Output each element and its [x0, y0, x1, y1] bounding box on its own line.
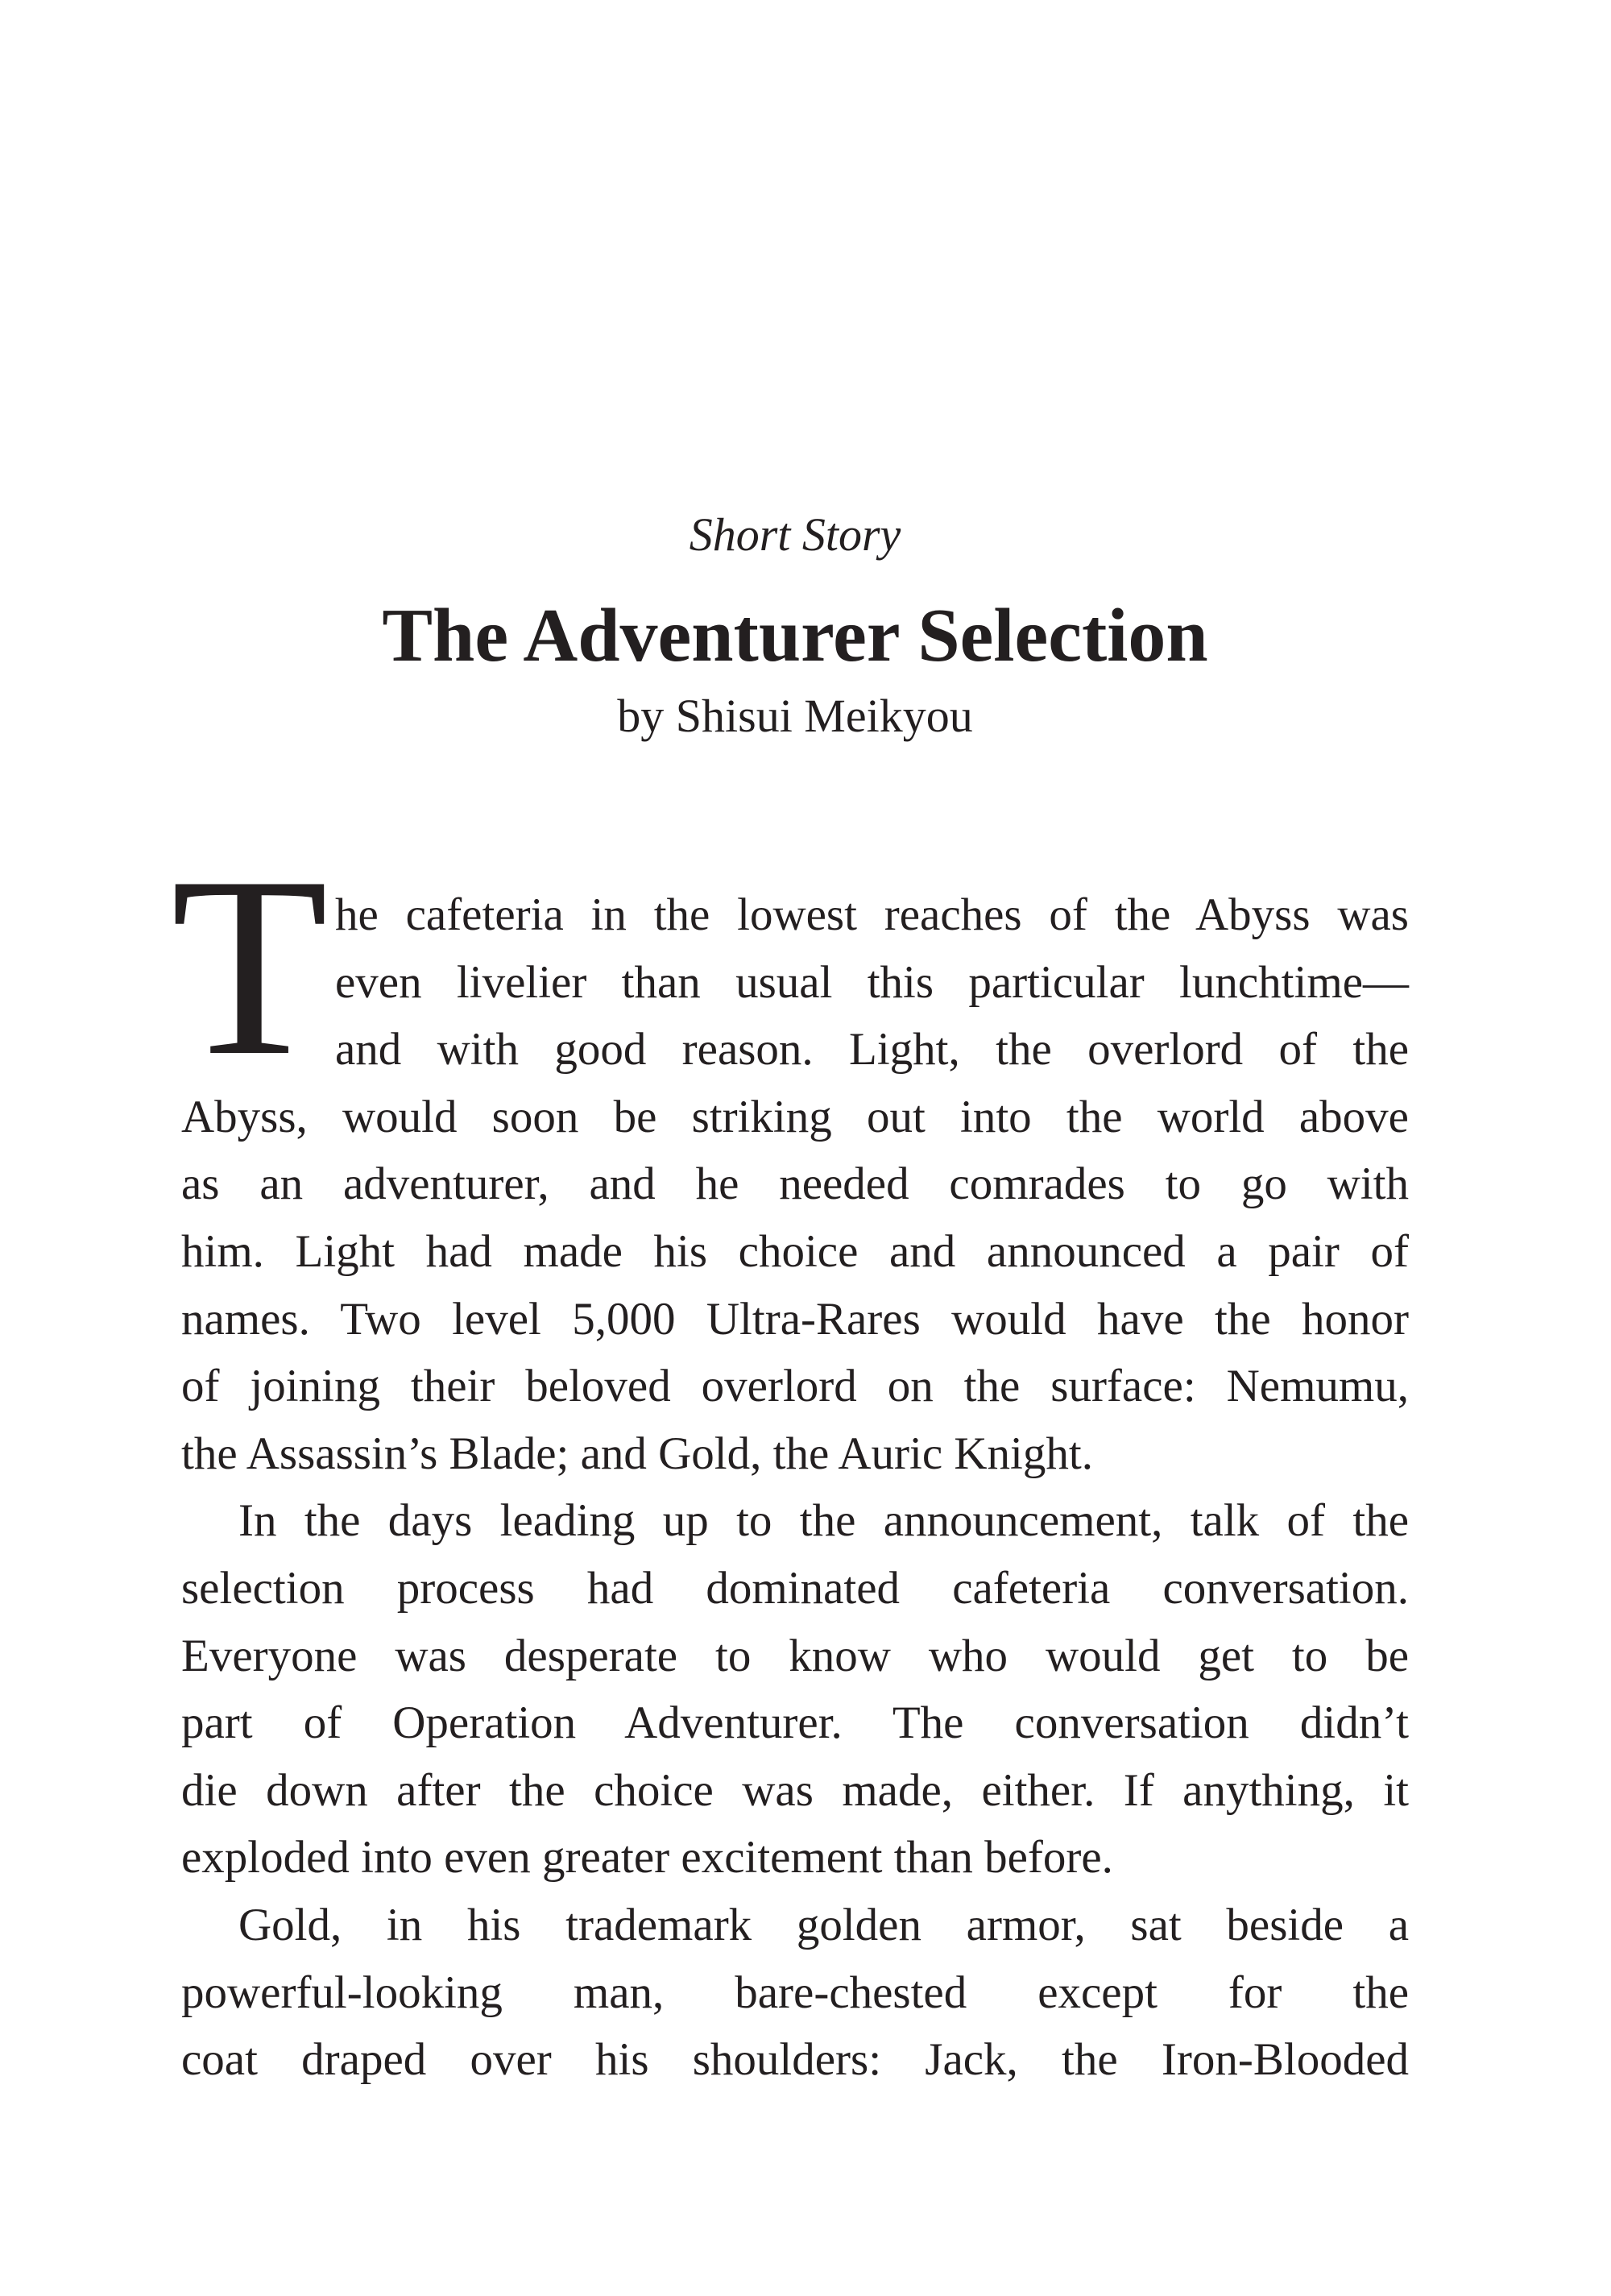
paragraph-1 [181, 881, 1409, 1487]
text-line: the Assassin’s Blade; and Gold, the Auric Knight. [181, 1428, 1093, 1479]
text-line: coat draped over his shoulders: Jack, the Iron-Blooded [181, 2034, 1409, 2086]
text-line: as an adventurer, and he needed comrades to go with [181, 1158, 1409, 1210]
text-line: die down after the choice was made, either. If anything, it [181, 1764, 1409, 1816]
text-line: of joining their beloved overlord on the surface: Nemumu, [181, 1361, 1409, 1412]
text-line: In the days leading up to the announcement, talk of the [238, 1495, 1409, 1547]
story-body [181, 881, 1409, 2094]
text-line: part of Operation Adventurer. The conversation didn’t [181, 1697, 1409, 1749]
text-line: even livelier than usual this particular lunchtime— [335, 956, 1409, 1008]
text-line: him. Light had made his choice and announced a pair of [181, 1225, 1409, 1277]
text-line: selection process had dominated cafeteria conversation. [181, 1562, 1409, 1614]
text-line: he cafeteria in the lowest reaches of the Abyss was [335, 889, 1409, 940]
text-line: names. Two level 5,000 Ultra-Rares would have the honor [181, 1293, 1409, 1345]
section-kicker: Short Story [689, 508, 901, 561]
paragraph-3 [181, 1892, 1409, 2094]
text-line: powerful-looking man, bare-chested except for the [181, 1967, 1409, 2018]
drop-cap: T [171, 824, 329, 1109]
story-title: The Adventurer Selection [382, 594, 1208, 678]
text-line: Gold, in his trademark golden armor, sat beside a [238, 1899, 1409, 1950]
text-line: exploded into even greater excitement than before. [181, 1832, 1113, 1884]
text-line: Everyone was desperate to know who would get to be [181, 1630, 1409, 1681]
author-byline: by Shisui Meikyou [617, 690, 973, 742]
paragraph-2 [181, 1487, 1409, 1892]
text-line: and with good reason. Light, the overlord of the [335, 1024, 1409, 1075]
text-line: Abyss, would soon be striking out into the world above [181, 1091, 1409, 1142]
